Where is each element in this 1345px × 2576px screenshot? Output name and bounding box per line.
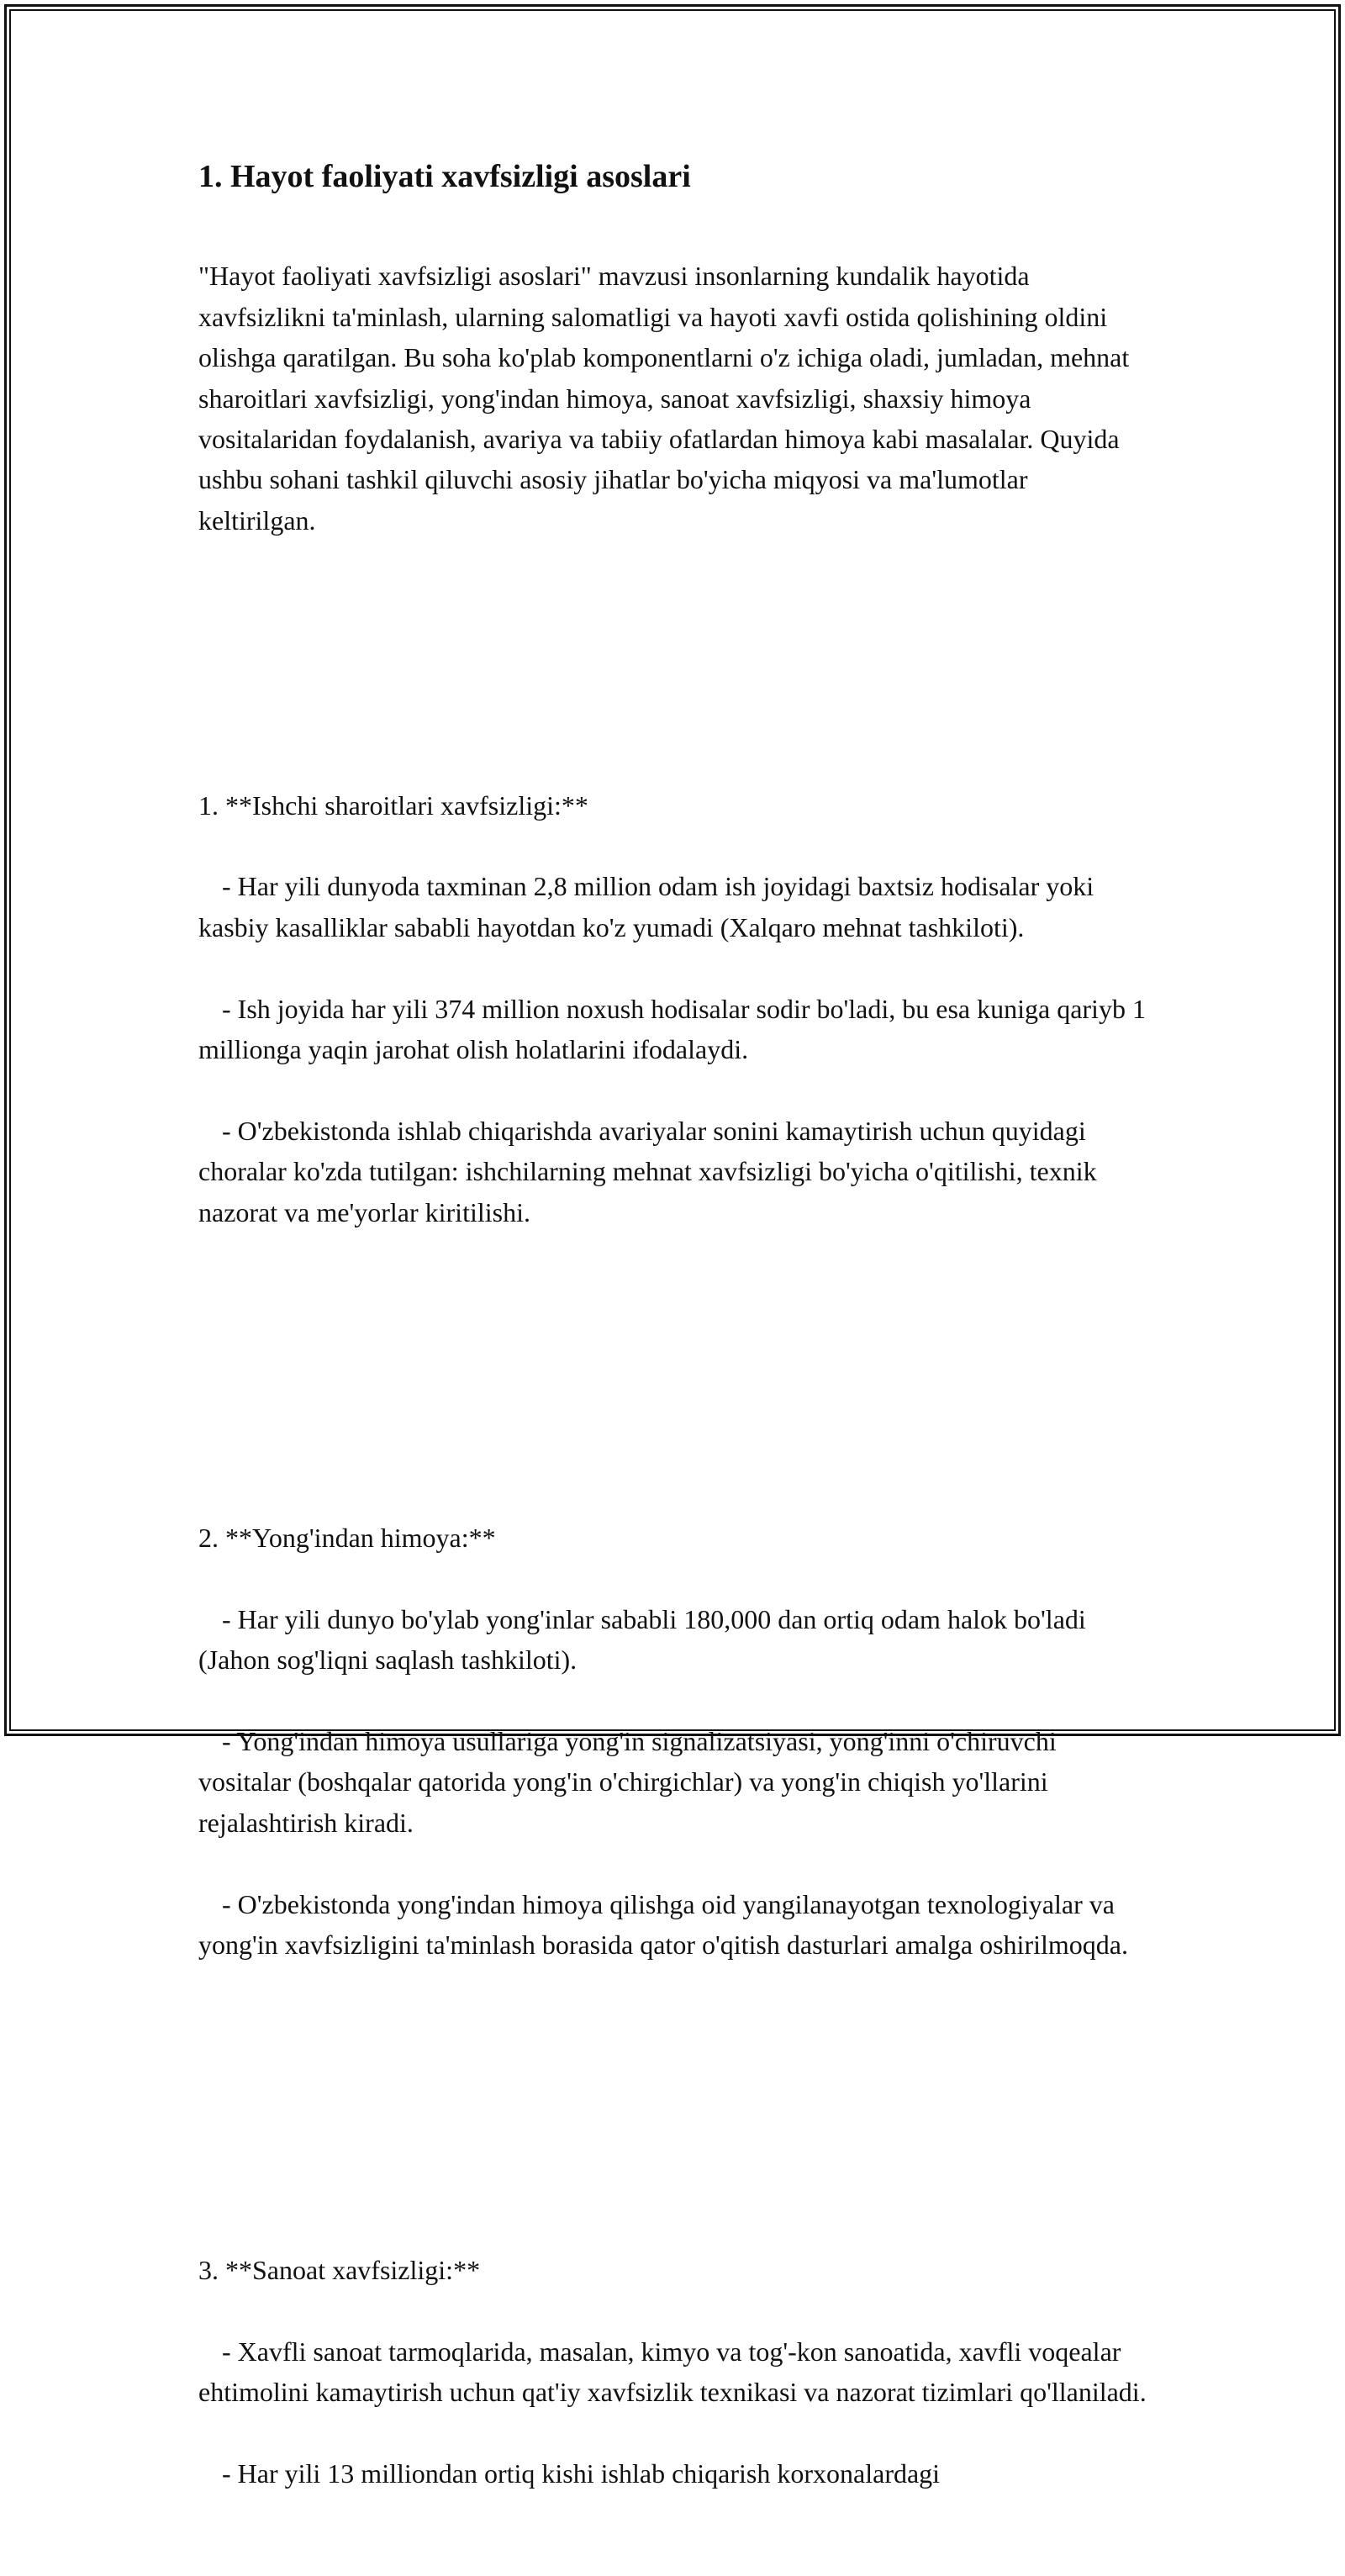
section-heading: 1. **Ishchi sharoitlari xavfsizligi:** — [198, 789, 588, 821]
bullet-item: - Har yili 13 milliondan ortiq kishi ishlab chiqarish korxonalardagi — [222, 2458, 941, 2489]
section-heading: 2. **Yong'indan himoya:** — [198, 1522, 496, 1553]
intro-paragraph: "Hayot faoliyati xavfsizligi asoslari" mavzusi insonlarning kundalik hayotida xavfsizlikni ta'minlash, ularning salomatligi va hayoti xavfi ostida qolishining oldini olishga qaratilgan. Bu soha ko'plab komponentlarni o'z ichiga oladi, jumladan, mehnat sharoitlari xavfsizligi, yong'indan himoya, sanoat xavfsizligi, shaxsiy himoya vositalaridan foydalanish, avariya va tabiiy ofatlardan himoya kabi masalalar. Quyida ushbu sohani tashkil qiluvchi asosiy jihatlar bo'yicha miqyosi va ma'lumotlar keltirilgan. — [198, 261, 1130, 536]
paragraph-gap — [198, 1354, 1148, 1395]
bullet-item: - O'zbekistonda yong'indan himoya qilishga oid yangilanayotgan texnologiyalar va yong'in xavfsizligini ta'minlash borasida qator o'qitish dasturlari amalga oshirilmoqda. — [198, 1888, 1128, 1961]
paragraph-gap — [198, 622, 1148, 662]
bullet-item: - O'zbekistonda ishlab chiqarishda avariyalar sonini kamaytirish uchun quyidagi choralar ko'zda tutilgan: ishchilarning mehnat xavfsizligi bo'yicha o'qitilishi, texnik nazorat va me'yorlar kiritilishi. — [198, 1115, 1097, 1227]
section-fire-protection — [198, 1477, 1148, 2006]
section-work-safety — [198, 744, 1148, 1273]
document-title: 1. Hayot faoliyati xavfsizligi asoslari — [198, 159, 691, 194]
bullet-item: - Yong'indan himoya usullariga yong'in signalizatsiyasi, yong'inni o'chiruvchi vositalar (boshqalar qatorida yong'in o'chirgichlar) va yong'in chiqish yo'llarini rejalashtirish kiradi. — [198, 1726, 1057, 1838]
bullet-item: - Xavfli sanoat tarmoqlarida, masalan, kimyo va tog'-kon sanoatida, xavfli voqealar ehtimolini kamaytirish uchun qat'iy xavfsizlik texnikasi va nazorat tizimlari qo'llaniladi. — [198, 2336, 1147, 2408]
document-body — [198, 156, 1148, 2576]
section-industrial-safety — [198, 2209, 1148, 2535]
bullet-item: - Ish joyida har yili 374 million noxush hodisalar sodir bo'ladi, bu esa kuniga qariyb 1 millionga yaqin jarohat olish holatlarini ifodalaydi. — [198, 993, 1146, 1065]
bullet-item: - Har yili dunyoda taxminan 2,8 million odam ish joyidagi baxtsiz hodisalar yoki kasbiy kasalliklar sababli hayotdan ko'z yumadi (Xalqaro mehnat tashkiloti). — [198, 871, 1094, 942]
section-heading: 3. **Sanoat xavfsizligi:** — [198, 2255, 481, 2286]
bullet-item: - Har yili dunyo bo'ylab yong'inlar sababli 180,000 dan ortiq odam halok bo'ladi (Jahon sog'liqni saqlash tashkiloti). — [198, 1603, 1086, 1676]
document-text — [198, 215, 1148, 2576]
paragraph-gap — [198, 2088, 1148, 2128]
